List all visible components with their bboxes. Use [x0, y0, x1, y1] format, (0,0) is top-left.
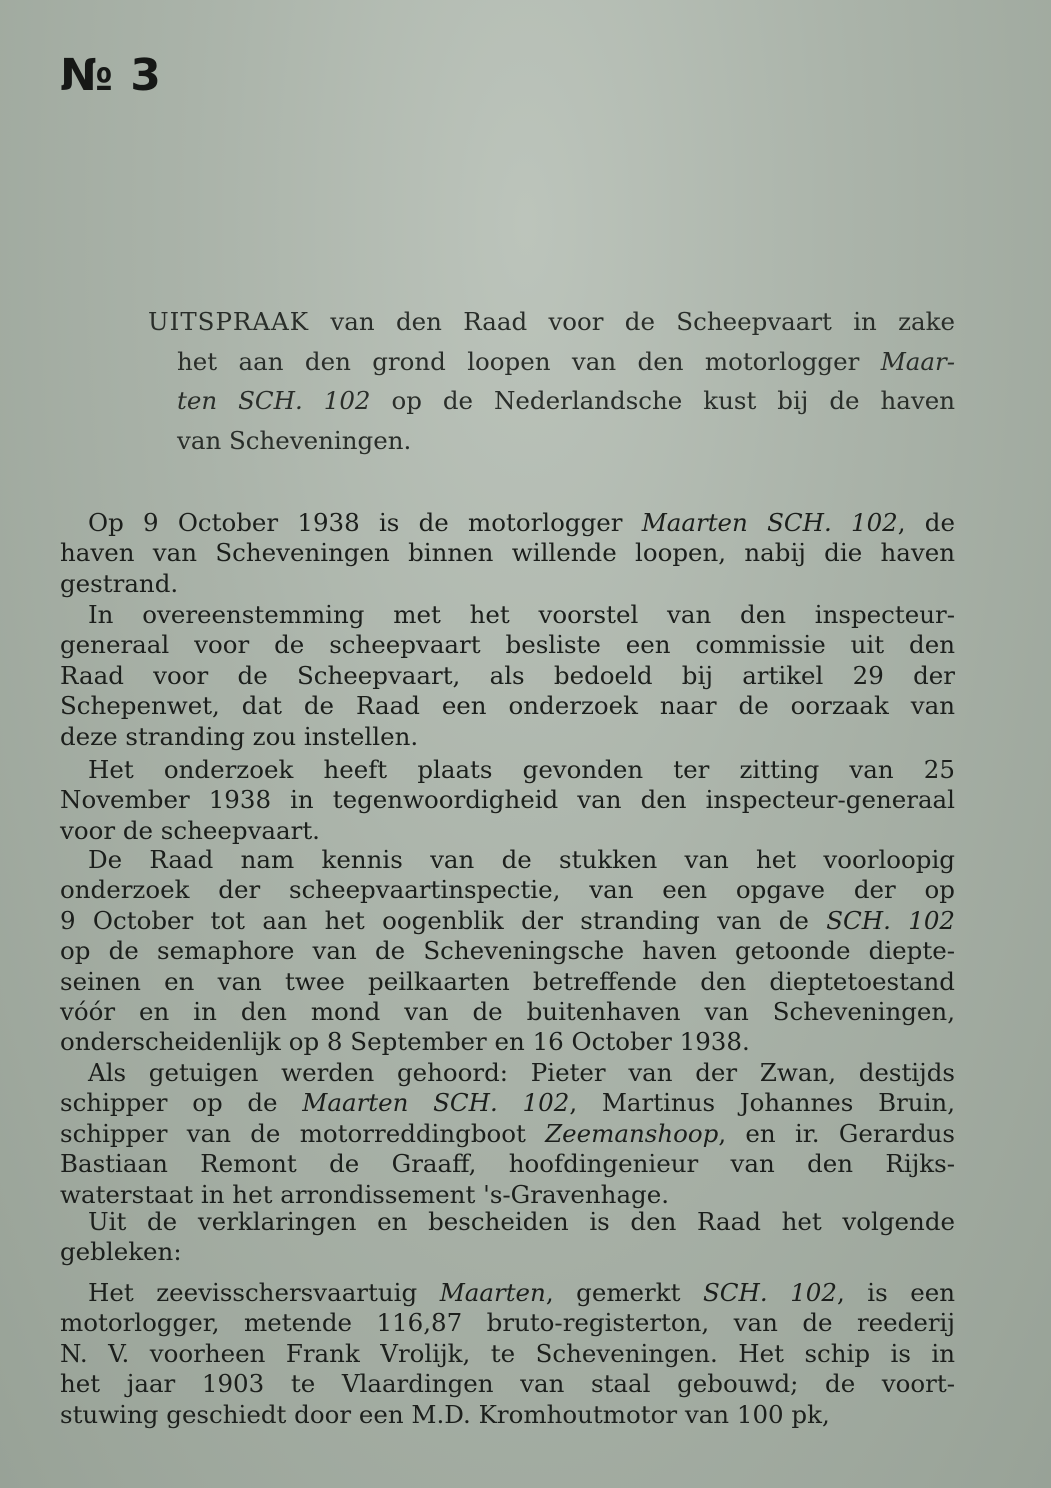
text-segment: schipper op de — [60, 1088, 303, 1118]
text-segment: op de Nederlandsche kust bij de haven — [370, 386, 955, 415]
text-line — [60, 508, 955, 538]
text-line — [60, 906, 955, 936]
text-segment: van Scheveningen. — [177, 425, 412, 455]
text-segment: gestrand. — [60, 568, 179, 598]
text-line — [60, 875, 955, 905]
text-segment: Bastiaan Remont de Graaff, hoofdingenieur van den Rijks- — [60, 1149, 955, 1179]
italic-text: SCH. 102 — [702, 1278, 837, 1307]
text-line — [60, 1058, 955, 1088]
document-heading — [148, 302, 955, 460]
text-line — [60, 1278, 955, 1308]
text-line — [60, 630, 955, 660]
text-segment: , de — [897, 508, 955, 537]
text-segment: N. V. voorheen Frank Vrolijk, te Scheveningen. Het schip is in — [60, 1338, 955, 1368]
text-segment: , Martinus Johannes Bruin, — [569, 1088, 955, 1118]
paragraph — [60, 508, 955, 599]
text-segment: haven van Scheveningen binnen willende loopen, nabij die haven — [60, 538, 955, 568]
text-segment: generaal voor de scheepvaart besliste een commissie uit den — [60, 630, 955, 660]
text-line — [60, 967, 955, 997]
text-segment: Raad voor de Scheepvaart, als bedoeld bij artikel 29 der — [60, 660, 955, 690]
paragraph — [60, 845, 955, 1058]
text-line — [60, 1119, 955, 1149]
paragraph — [60, 1058, 955, 1210]
text-line — [60, 785, 955, 815]
text-segment: seinen en van twee peilkaarten betreffende den dieptetoestand — [60, 966, 955, 996]
text-line — [60, 1339, 955, 1369]
text-segment: gebleken: — [60, 1237, 182, 1267]
text-line — [60, 1237, 955, 1267]
heading-line — [148, 381, 955, 421]
heading-line — [148, 302, 955, 342]
page-number: № 3 — [60, 50, 162, 101]
text-line — [60, 661, 955, 691]
text-segment: , en ir. Gerardus — [718, 1118, 955, 1148]
text-segment: onderzoek der scheepvaartinspectie, van een opgave der op — [60, 875, 955, 905]
text-segment: , gemerkt — [545, 1278, 703, 1307]
text-line — [60, 722, 955, 752]
text-line — [60, 1400, 955, 1430]
paragraph — [60, 755, 955, 846]
text-segment: motorlogger, metende 116,87 bruto-registerton, van de reederij — [60, 1308, 955, 1338]
text-line — [60, 569, 955, 599]
text-segment: Het zeevisschersvaartuig — [88, 1278, 440, 1307]
text-segment: schipper van de motorreddingboot — [60, 1118, 546, 1148]
italic-text: ten SCH. 102 — [177, 386, 371, 415]
text-segment: voor de scheepvaart. — [60, 815, 320, 845]
text-line — [60, 1308, 955, 1338]
text-segment: Als getuigen werden gehoord: Pieter van der Zwan, destijds — [88, 1058, 955, 1087]
text-segment: , is een — [836, 1278, 955, 1307]
text-segment: Schepenwet, dat de Raad een onderzoek naar de oorzaak van — [60, 691, 955, 721]
italic-text: Maar- — [880, 346, 955, 376]
text-line — [60, 755, 955, 785]
text-segment: stuwing geschiedt door een M.D. Kromhoutmotor van 100 pk, — [60, 1399, 830, 1429]
text-segment: deze stranding zou instellen. — [60, 721, 419, 751]
text-line — [60, 1369, 955, 1399]
text-segment: De Raad nam kennis van de stukken van het voorloopig — [88, 845, 955, 874]
text-segment: Het onderzoek heeft plaats gevonden ter zitting van 25 — [88, 755, 955, 784]
italic-text: Maarten — [439, 1278, 546, 1307]
text-line — [60, 997, 955, 1027]
text-line — [60, 1207, 955, 1237]
text-segment: waterstaat in het arrondissement 's-Gravenhage. — [60, 1179, 670, 1209]
text-line — [60, 1027, 955, 1057]
text-segment: November 1938 in tegenwoordigheid van den inspecteur-generaal — [60, 785, 955, 815]
text-segment: vóór en in den mond van de buitenhaven van Scheveningen, — [60, 996, 955, 1026]
text-segment: van den Raad voor de Scheepvaart in zake — [309, 307, 955, 336]
text-line — [60, 1180, 955, 1210]
heading-line — [148, 342, 955, 382]
text-segment: UITSPRAAK — [148, 307, 310, 336]
text-segment: onderscheidenlijk op 8 September en 16 October 1938. — [60, 1027, 750, 1057]
italic-text: Zeemanshoop — [545, 1118, 719, 1148]
text-segment: het jaar 1903 te Vlaardingen van staal gebouwd; de voort- — [60, 1369, 955, 1399]
heading-line — [148, 421, 955, 461]
text-segment: 9 October tot aan het oogenblik der stranding van de — [60, 905, 827, 935]
text-segment: Op 9 October 1938 is de motorlogger — [88, 508, 642, 537]
italic-text: Maarten SCH. 102 — [302, 1088, 570, 1118]
text-line — [60, 1149, 955, 1179]
text-line — [60, 1088, 955, 1118]
italic-text: Maarten SCH. 102 — [641, 508, 898, 537]
text-segment: In overeenstemming met het voorstel van den inspecteur- — [88, 600, 955, 629]
text-segment: Uit de verklaringen en bescheiden is den Raad het volgende — [88, 1207, 955, 1236]
text-segment: het aan den grond loopen van den motorlogger — [177, 346, 881, 376]
text-line — [60, 816, 955, 846]
text-line — [60, 845, 955, 875]
text-line — [60, 936, 955, 966]
paragraph — [60, 1207, 955, 1268]
text-line — [60, 538, 955, 568]
text-segment: op de semaphore van de Scheveningsche haven getoonde diepte- — [60, 936, 955, 966]
paragraph — [60, 1278, 955, 1430]
paragraph — [60, 600, 955, 752]
italic-text: SCH. 102 — [826, 905, 955, 935]
text-line — [60, 600, 955, 630]
text-line — [60, 691, 955, 721]
